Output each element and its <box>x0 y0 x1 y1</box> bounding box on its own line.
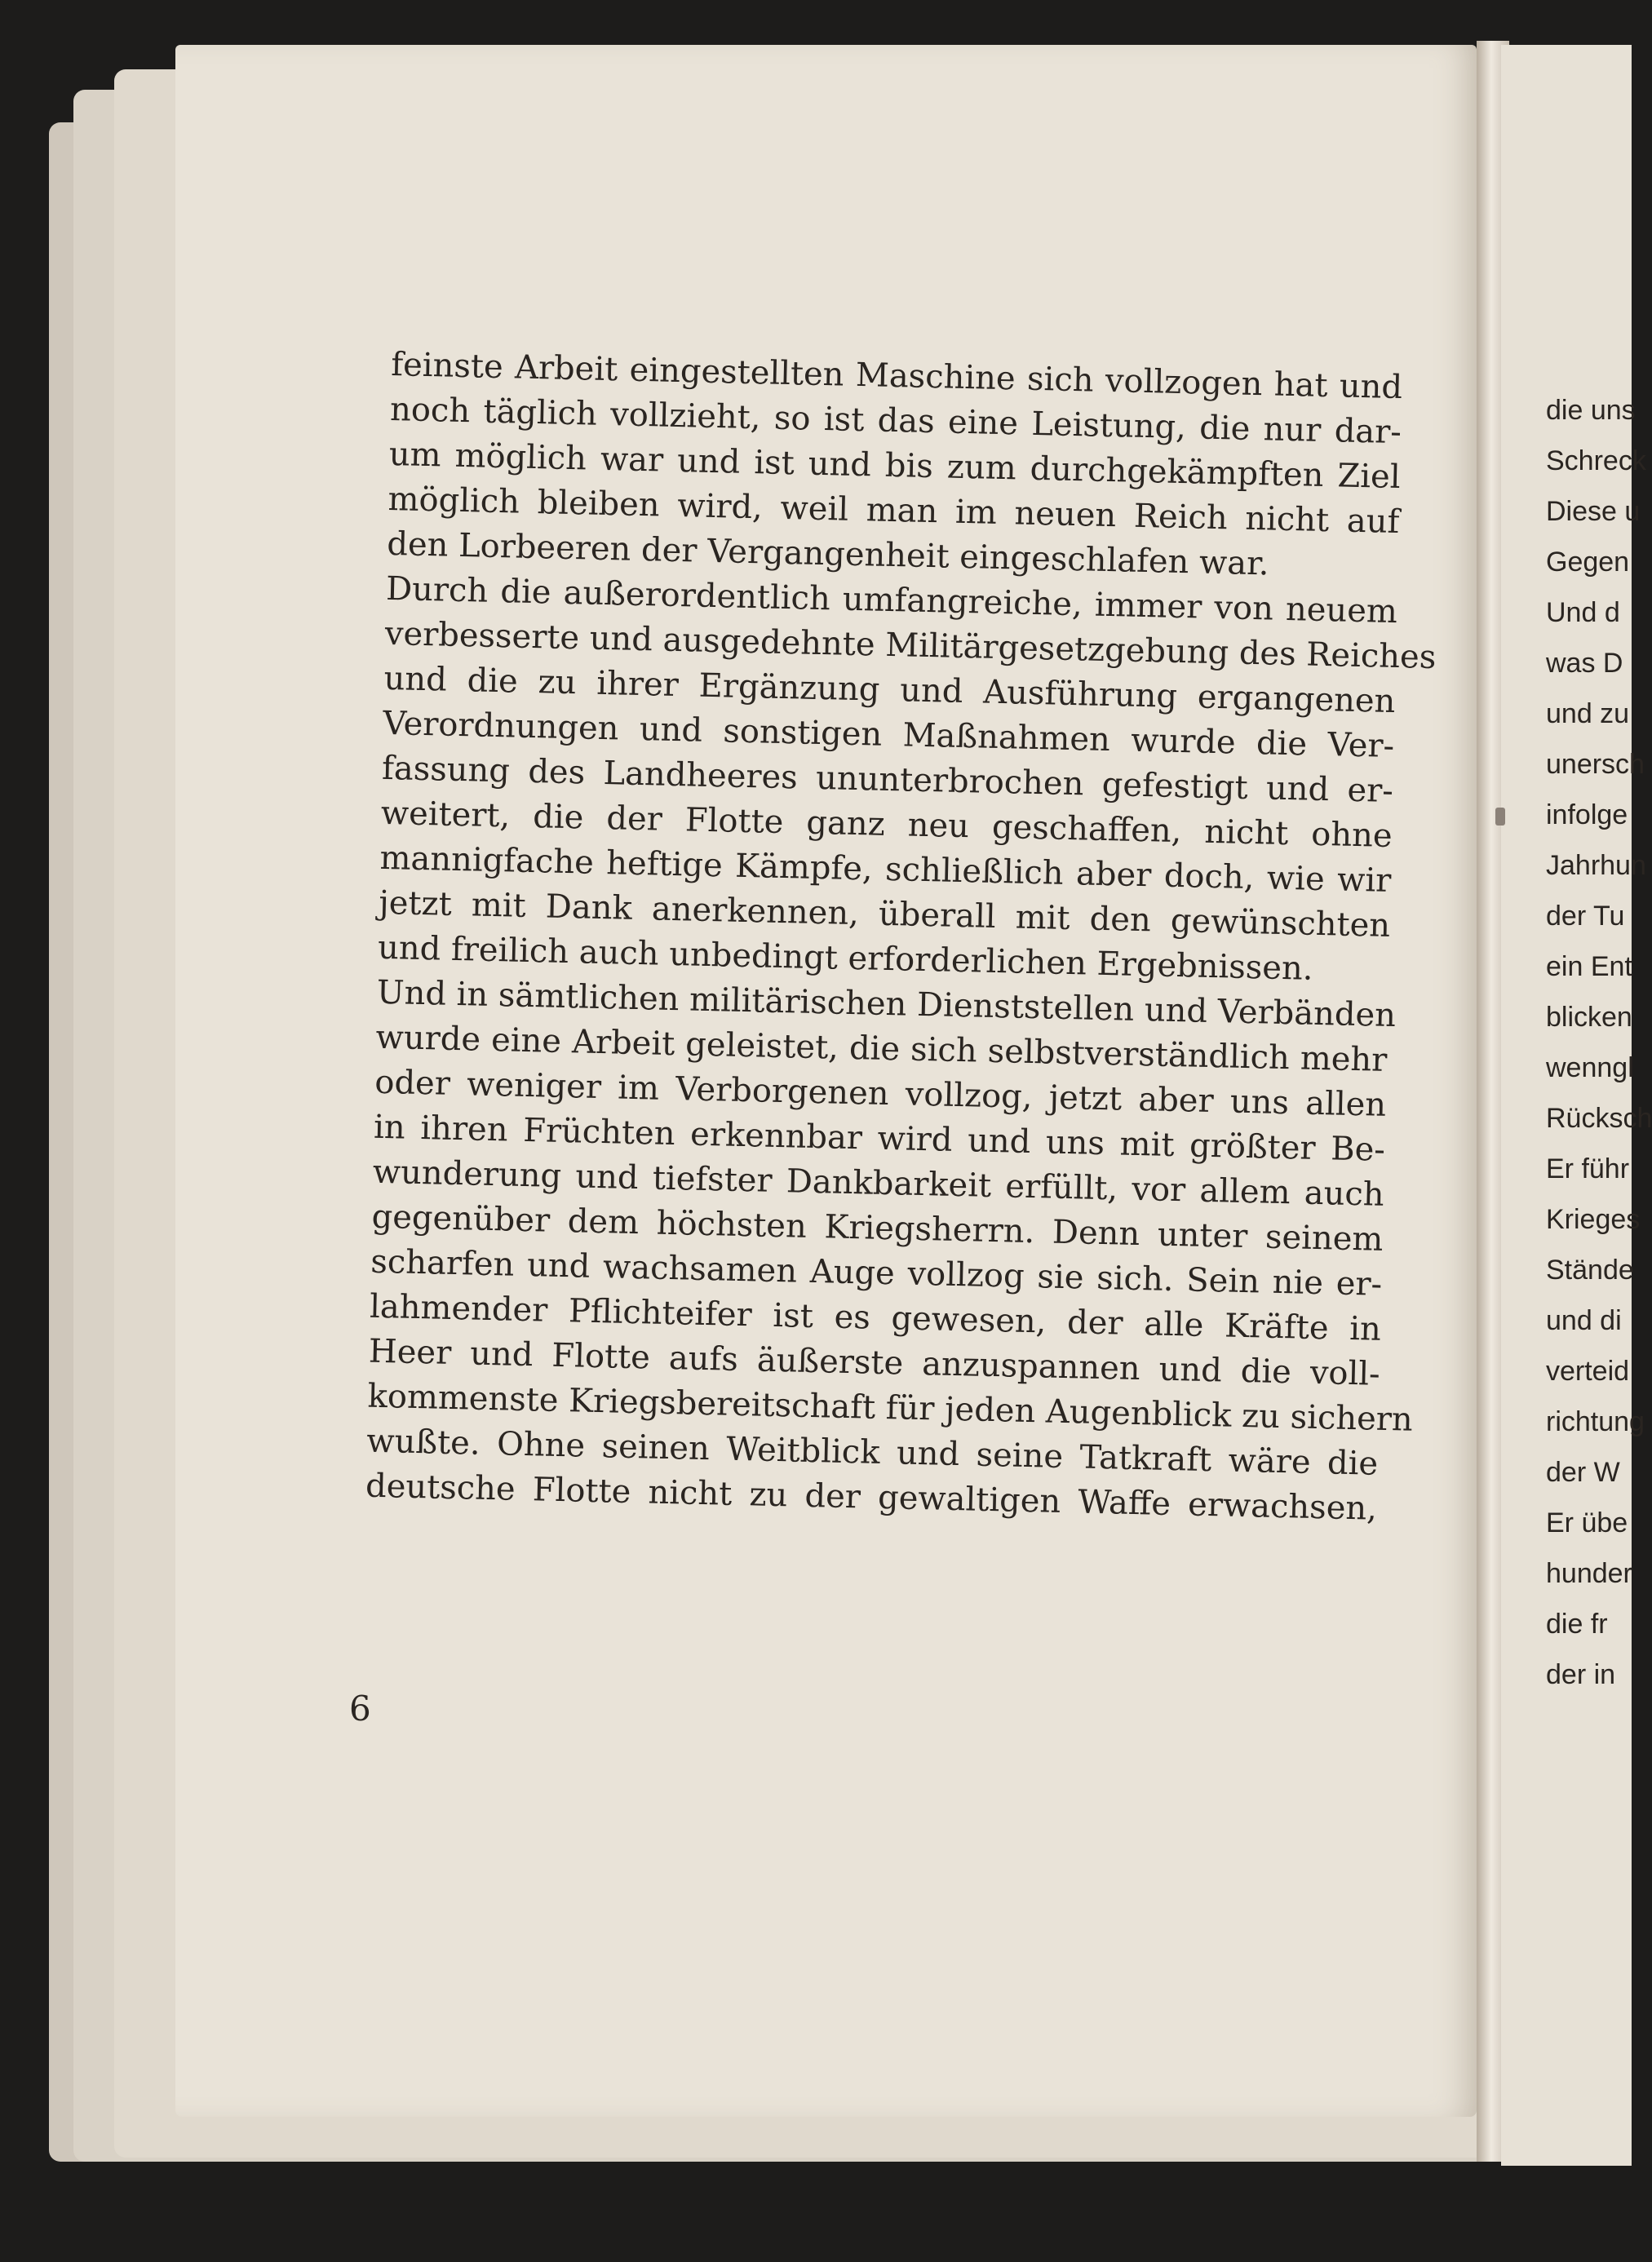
text-line: lahmender Pflichteifer ist es gewesen, der alle Kräfte in <box>369 1287 1382 1348</box>
facing-text-line: Schreck <box>1546 445 1646 476</box>
text-line: und freilich auch unbedingt erforderlichen Ergebnissen. <box>377 928 1314 988</box>
facing-text-line: Stände <box>1546 1255 1634 1286</box>
facing-text-line: die uns <box>1546 395 1636 426</box>
facing-text-line: Krieges <box>1546 1204 1641 1235</box>
facing-text-line: und zu <box>1546 698 1630 729</box>
facing-text-line: verteid <box>1546 1356 1630 1387</box>
text-line: oder weniger im Verborgenen vollzog, jetzt aber uns allen <box>374 1063 1387 1124</box>
text-line: Durch die außerordentlich umfangreiche, immer von neuem <box>385 569 1398 631</box>
facing-text-line: Und d <box>1546 597 1620 628</box>
facing-text-line: Rücksch <box>1546 1103 1652 1134</box>
text-line: mannigfache heftige Kämpfe, schließlich aber doch, wie wir <box>379 839 1392 900</box>
facing-page-text <box>1546 385 1652 1700</box>
facing-text-line: Jahrhun <box>1546 850 1646 881</box>
facing-text-line: infolge <box>1546 799 1628 830</box>
facing-text-line: der Tu <box>1546 901 1625 932</box>
facing-text-line: richtung <box>1546 1406 1645 1437</box>
text-line: wußte. Ohne seinen Weitblick und seine Tatkraft wäre die <box>365 1422 1379 1483</box>
text-line: noch täglich vollzieht, so ist das eine Leistung, die nur dar- <box>389 390 1402 452</box>
bookmark-ribbon <box>1495 808 1505 826</box>
facing-text-line: Diese u <box>1546 496 1641 527</box>
text-line: um möglich war und ist und bis zum durchgekämpften Ziel <box>388 435 1402 497</box>
facing-text-line: der W <box>1546 1457 1620 1488</box>
facing-text-line: der in <box>1546 1659 1616 1690</box>
text-line: weitert, die der Flotte ganz neu geschaffen, nicht ohne <box>380 794 1393 855</box>
text-line: wunderung und tiefster Dankbarkeit erfüllt, vor allem auch <box>372 1153 1385 1214</box>
text-line: scharfen und wachsamen Auge vollzog sie sich. Sein nie er- <box>370 1242 1383 1304</box>
facing-text-line: was D <box>1546 648 1623 679</box>
text-line: jetzt mit Dank anerkennen, überall mit den gewünschten <box>378 883 1391 945</box>
text-line: möglich bleiben wird, weil man im neuen Reich nicht auf <box>388 480 1400 542</box>
facing-text-line: wenngl <box>1546 1052 1634 1083</box>
text-line: und die zu ihrer Ergänzung und Ausführung ergangenen <box>383 659 1396 721</box>
body-text <box>365 343 1437 1532</box>
text-line: Heer und Flotte aufs äußerste anzuspannen und die voll- <box>368 1332 1381 1393</box>
text-line: wurde eine Arbeit geleistet, die sich selbstverständlich mehr <box>375 1018 1388 1079</box>
text-line: gegenüber dem höchsten Kriegsherrn. Denn unter seinem <box>371 1197 1384 1259</box>
facing-text-line: Er übe <box>1546 1507 1628 1538</box>
text-line: in ihren Früchten erkennbar wird und uns mit größter Be- <box>373 1108 1386 1169</box>
facing-text-line: Gegen <box>1546 547 1630 578</box>
text-line: feinste Arbeit eingestellten Maschine sich vollzogen hat und <box>390 345 1403 407</box>
facing-text-line: ein Ent <box>1546 951 1632 982</box>
facing-text-line: hunder <box>1546 1558 1632 1589</box>
text-line: fassung des Landheeres ununterbrochen gefestigt und er- <box>381 749 1394 810</box>
text-line: Verordnungen und sonstigen Maßnahmen wurde die Ver- <box>382 704 1395 766</box>
text-line: Und in sämtlichen militärischen Dienststellen und Verbänden <box>376 973 1397 1035</box>
text-line: verbesserte und ausgedehnte Militärgesetzgebung des Reiches <box>384 614 1437 677</box>
text-line: den Lorbeeren der Vergangenheit eingeschlafen war. <box>386 525 1270 583</box>
page-number: 6 <box>349 1689 371 1729</box>
facing-text-line: Er führ <box>1546 1153 1630 1184</box>
text-line: deutsche Flotte nicht zu der gewaltigen Waffe erwachsen, <box>365 1467 1378 1528</box>
facing-text-line: die fr <box>1546 1609 1608 1640</box>
facing-text-line: und di <box>1546 1305 1622 1336</box>
facing-text-line: unersch <box>1546 749 1645 780</box>
facing-text-line: blicken <box>1546 1002 1632 1033</box>
text-line: kommenste Kriegsbereitschaft für jeden Augenblick zu sichern <box>367 1377 1414 1439</box>
